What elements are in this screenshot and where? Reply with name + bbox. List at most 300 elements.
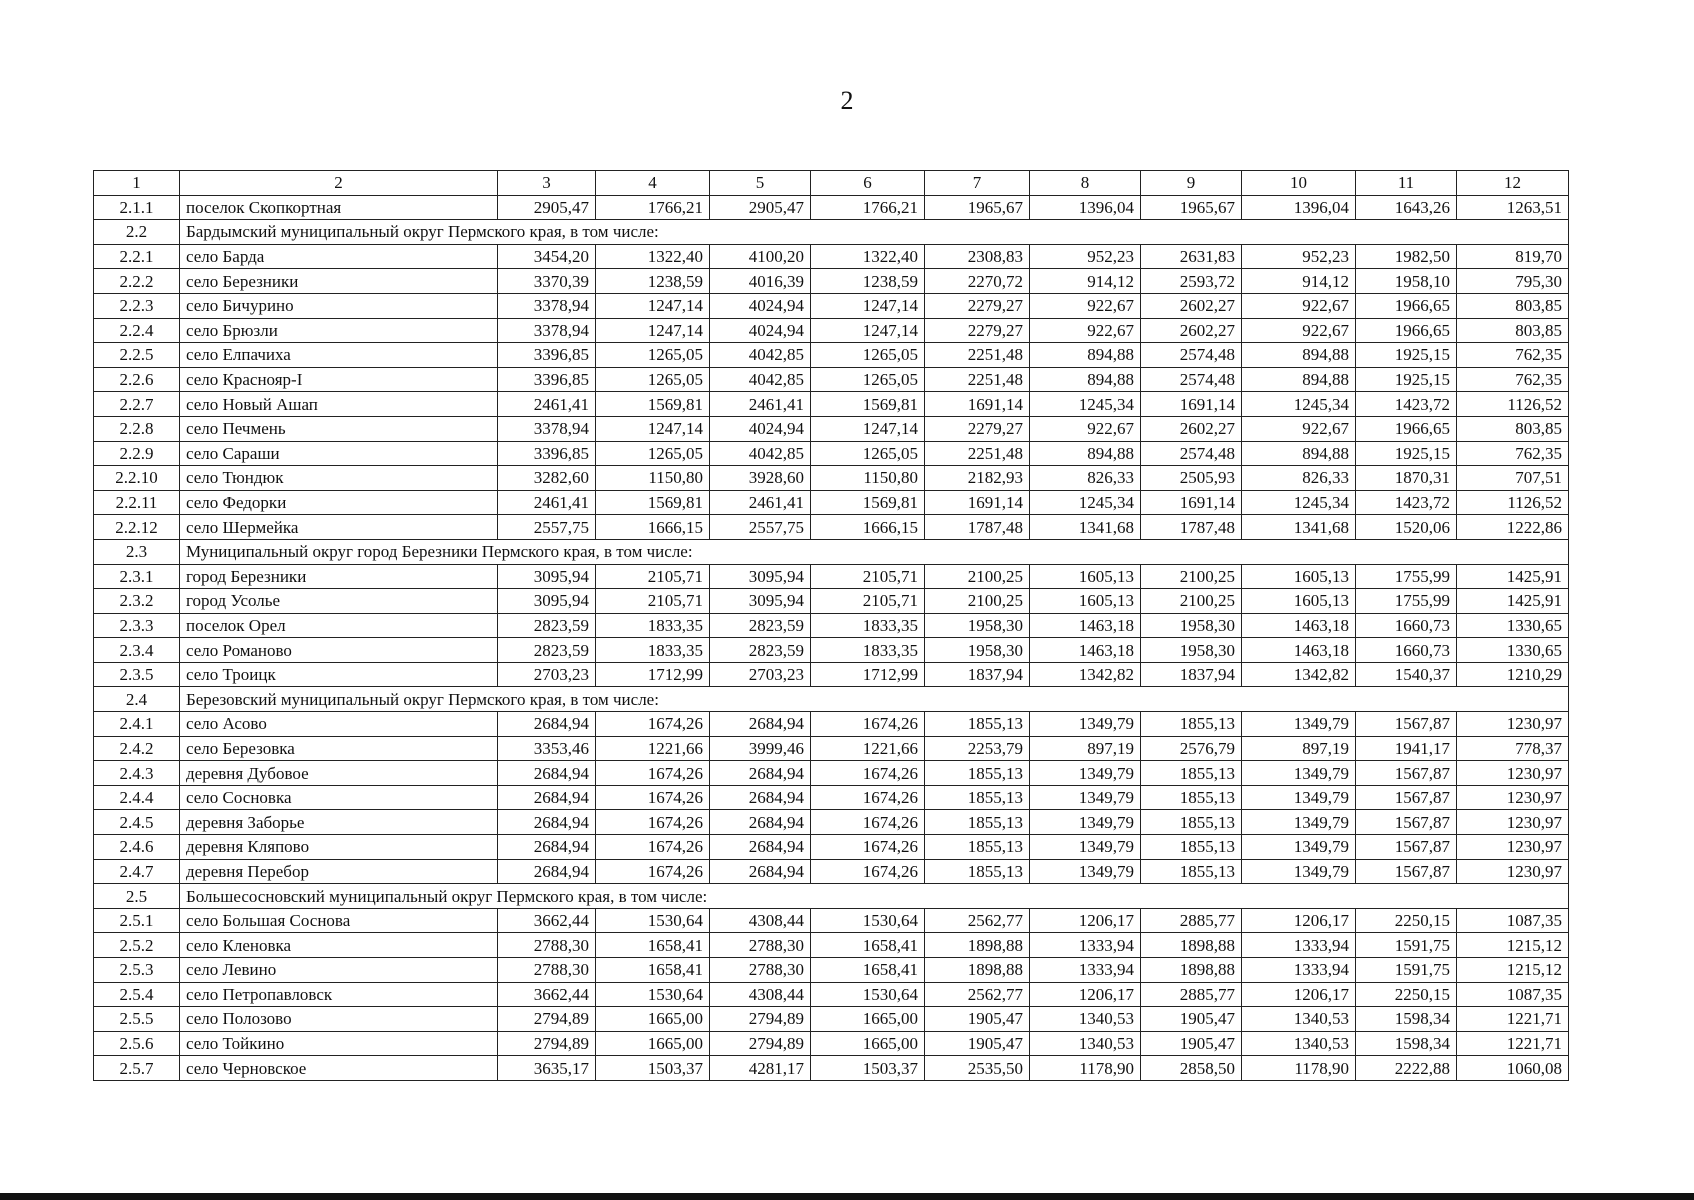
table-row <box>94 736 1569 761</box>
value-cell: 1605,13 <box>1030 564 1141 589</box>
value-cell: 1333,94 <box>1242 933 1356 958</box>
row-number: 2.5 <box>94 884 180 909</box>
value-cell: 1674,26 <box>596 835 710 860</box>
value-cell: 1855,13 <box>925 859 1030 884</box>
value-cell: 2250,15 <box>1356 982 1457 1007</box>
table-row <box>94 859 1569 884</box>
value-cell: 3378,94 <box>498 416 596 441</box>
table-row <box>94 195 1569 220</box>
value-cell: 1766,21 <box>811 195 925 220</box>
value-cell: 2684,94 <box>710 810 811 835</box>
value-cell: 4042,85 <box>710 343 811 368</box>
value-cell: 2703,23 <box>498 662 596 687</box>
value-cell: 1206,17 <box>1030 908 1141 933</box>
value-cell: 2100,25 <box>925 589 1030 614</box>
settlement-name: село Елпачиха <box>180 343 498 368</box>
section-row <box>94 220 1569 245</box>
table-row <box>94 933 1569 958</box>
value-cell: 894,88 <box>1242 441 1356 466</box>
value-cell: 1247,14 <box>596 293 710 318</box>
value-cell: 1322,40 <box>596 244 710 269</box>
settlement-name: село Краснояр-I <box>180 367 498 392</box>
value-cell: 897,19 <box>1030 736 1141 761</box>
value-cell: 2885,77 <box>1141 908 1242 933</box>
value-cell: 4024,94 <box>710 416 811 441</box>
value-cell: 1126,52 <box>1457 490 1569 515</box>
value-cell: 1206,17 <box>1242 908 1356 933</box>
settlement-name: село Березовка <box>180 736 498 761</box>
value-cell: 1674,26 <box>811 712 925 737</box>
value-cell: 1349,79 <box>1242 712 1356 737</box>
value-cell: 2574,48 <box>1141 441 1242 466</box>
value-cell: 1247,14 <box>596 416 710 441</box>
row-number: 2.2.12 <box>94 515 180 540</box>
table-row <box>94 343 1569 368</box>
value-cell: 1660,73 <box>1356 613 1457 638</box>
value-cell: 1206,17 <box>1030 982 1141 1007</box>
value-cell: 4016,39 <box>710 269 811 294</box>
value-cell: 922,67 <box>1030 318 1141 343</box>
row-number: 2.5.3 <box>94 958 180 983</box>
settlement-name: село Большая Соснова <box>180 908 498 933</box>
value-cell: 1941,17 <box>1356 736 1457 761</box>
value-cell: 1712,99 <box>811 662 925 687</box>
value-cell: 2823,59 <box>498 613 596 638</box>
value-cell: 922,67 <box>1030 416 1141 441</box>
value-cell: 2574,48 <box>1141 343 1242 368</box>
value-cell: 1855,13 <box>1141 859 1242 884</box>
value-cell: 1247,14 <box>811 416 925 441</box>
settlement-name: деревня Перебор <box>180 859 498 884</box>
value-cell: 1855,13 <box>1141 761 1242 786</box>
value-cell: 1658,41 <box>811 933 925 958</box>
value-cell: 2602,27 <box>1141 318 1242 343</box>
row-number: 2.2.3 <box>94 293 180 318</box>
value-cell: 1658,41 <box>596 958 710 983</box>
value-cell: 1855,13 <box>1141 785 1242 810</box>
value-cell: 1265,05 <box>811 441 925 466</box>
value-cell: 3378,94 <box>498 318 596 343</box>
settlement-name: село Печмень <box>180 416 498 441</box>
value-cell: 2461,41 <box>498 392 596 417</box>
value-cell: 2684,94 <box>498 761 596 786</box>
value-cell: 3396,85 <box>498 441 596 466</box>
value-cell: 1569,81 <box>811 392 925 417</box>
value-cell: 1833,35 <box>811 638 925 663</box>
value-cell: 1221,71 <box>1457 1007 1569 1032</box>
value-cell: 2222,88 <box>1356 1056 1457 1081</box>
settlement-name: село Федорки <box>180 490 498 515</box>
column-header: 7 <box>925 171 1030 196</box>
settlement-name: село Шермейка <box>180 515 498 540</box>
value-cell: 2562,77 <box>925 982 1030 1007</box>
value-cell: 1837,94 <box>1141 662 1242 687</box>
value-cell: 1341,68 <box>1242 515 1356 540</box>
value-cell: 2251,48 <box>925 367 1030 392</box>
value-cell: 1966,65 <box>1356 318 1457 343</box>
row-number: 2.3.4 <box>94 638 180 663</box>
table-row <box>94 589 1569 614</box>
value-cell: 2535,50 <box>925 1056 1030 1081</box>
value-cell: 1898,88 <box>925 933 1030 958</box>
value-cell: 1905,47 <box>1141 1031 1242 1056</box>
value-cell: 1330,65 <box>1457 613 1569 638</box>
table-header-row <box>94 171 1569 196</box>
value-cell: 1898,88 <box>1141 958 1242 983</box>
row-number: 2.4 <box>94 687 180 712</box>
table-row <box>94 515 1569 540</box>
value-cell: 1833,35 <box>811 613 925 638</box>
value-cell: 1245,34 <box>1030 490 1141 515</box>
value-cell: 1245,34 <box>1242 392 1356 417</box>
value-cell: 2684,94 <box>710 712 811 737</box>
value-cell: 4308,44 <box>710 908 811 933</box>
table-row <box>94 441 1569 466</box>
column-header: 1 <box>94 171 180 196</box>
value-cell: 1342,82 <box>1242 662 1356 687</box>
value-cell: 1330,65 <box>1457 638 1569 663</box>
value-cell: 1755,99 <box>1356 589 1457 614</box>
settlement-name: село Сосновка <box>180 785 498 810</box>
table-row <box>94 416 1569 441</box>
value-cell: 826,33 <box>1242 466 1356 491</box>
value-cell: 2794,89 <box>710 1031 811 1056</box>
value-cell: 2270,72 <box>925 269 1030 294</box>
value-cell: 4042,85 <box>710 367 811 392</box>
table-row <box>94 490 1569 515</box>
section-title: Бардымский муниципальный округ Пермского края, в том числе: <box>180 220 1569 245</box>
value-cell: 1660,73 <box>1356 638 1457 663</box>
settlement-name: село Кленовка <box>180 933 498 958</box>
table-row <box>94 1007 1569 1032</box>
value-cell: 1982,50 <box>1356 244 1457 269</box>
value-cell: 1210,29 <box>1457 662 1569 687</box>
value-cell: 1925,15 <box>1356 367 1457 392</box>
value-cell: 3662,44 <box>498 982 596 1007</box>
value-cell: 1691,14 <box>1141 490 1242 515</box>
value-cell: 1666,15 <box>596 515 710 540</box>
value-cell: 1658,41 <box>811 958 925 983</box>
row-number: 2.2.2 <box>94 269 180 294</box>
value-cell: 3662,44 <box>498 908 596 933</box>
value-cell: 1265,05 <box>811 343 925 368</box>
value-cell: 1674,26 <box>811 761 925 786</box>
value-cell: 2631,83 <box>1141 244 1242 269</box>
value-cell: 1322,40 <box>811 244 925 269</box>
column-header: 8 <box>1030 171 1141 196</box>
row-number: 2.4.2 <box>94 736 180 761</box>
table-row <box>94 1031 1569 1056</box>
value-cell: 894,88 <box>1030 441 1141 466</box>
value-cell: 1340,53 <box>1030 1007 1141 1032</box>
value-cell: 922,67 <box>1242 293 1356 318</box>
settlement-name: село Березники <box>180 269 498 294</box>
value-cell: 1349,79 <box>1242 761 1356 786</box>
value-cell: 1463,18 <box>1030 613 1141 638</box>
value-cell: 1247,14 <box>811 318 925 343</box>
settlement-name: деревня Заборье <box>180 810 498 835</box>
value-cell: 1349,79 <box>1030 810 1141 835</box>
value-cell: 914,12 <box>1242 269 1356 294</box>
scan-border <box>0 1193 1694 1200</box>
value-cell: 762,35 <box>1457 343 1569 368</box>
value-cell: 2461,41 <box>710 490 811 515</box>
value-cell: 2105,71 <box>811 589 925 614</box>
table-row <box>94 712 1569 737</box>
value-cell: 2250,15 <box>1356 908 1457 933</box>
value-cell: 1569,81 <box>596 490 710 515</box>
value-cell: 1221,71 <box>1457 1031 1569 1056</box>
value-cell: 1605,13 <box>1242 564 1356 589</box>
value-cell: 1674,26 <box>811 785 925 810</box>
value-cell: 1503,37 <box>596 1056 710 1081</box>
value-cell: 1150,80 <box>811 466 925 491</box>
row-number: 2.4.6 <box>94 835 180 860</box>
table-row <box>94 958 1569 983</box>
value-cell: 2684,94 <box>710 761 811 786</box>
value-cell: 1265,05 <box>811 367 925 392</box>
settlement-name: село Петропавловск <box>180 982 498 1007</box>
value-cell: 1855,13 <box>1141 712 1242 737</box>
value-cell: 1766,21 <box>596 195 710 220</box>
value-cell: 1569,81 <box>596 392 710 417</box>
value-cell: 2461,41 <box>498 490 596 515</box>
row-number: 2.5.7 <box>94 1056 180 1081</box>
value-cell: 2684,94 <box>498 835 596 860</box>
column-header: 10 <box>1242 171 1356 196</box>
value-cell: 894,88 <box>1030 367 1141 392</box>
value-cell: 1238,59 <box>596 269 710 294</box>
row-number: 2.5.1 <box>94 908 180 933</box>
value-cell: 1958,30 <box>925 613 1030 638</box>
row-number: 2.2.7 <box>94 392 180 417</box>
value-cell: 1530,64 <box>596 908 710 933</box>
value-cell: 1178,90 <box>1242 1056 1356 1081</box>
row-number: 2.3 <box>94 539 180 564</box>
value-cell: 1569,81 <box>811 490 925 515</box>
settlement-name: село Тюндюк <box>180 466 498 491</box>
column-header: 9 <box>1141 171 1242 196</box>
column-header: 4 <box>596 171 710 196</box>
value-cell: 1340,53 <box>1242 1007 1356 1032</box>
row-number: 2.4.4 <box>94 785 180 810</box>
value-cell: 3396,85 <box>498 343 596 368</box>
value-cell: 1958,30 <box>925 638 1030 663</box>
value-cell: 1598,34 <box>1356 1031 1457 1056</box>
value-cell: 1658,41 <box>596 933 710 958</box>
value-cell: 1837,94 <box>925 662 1030 687</box>
value-cell: 3999,46 <box>710 736 811 761</box>
value-cell: 1396,04 <box>1242 195 1356 220</box>
column-header: 6 <box>811 171 925 196</box>
value-cell: 1643,26 <box>1356 195 1457 220</box>
value-cell: 1333,94 <box>1030 933 1141 958</box>
value-cell: 2279,27 <box>925 416 1030 441</box>
table-row <box>94 564 1569 589</box>
settlement-name: село Черновское <box>180 1056 498 1081</box>
value-cell: 1966,65 <box>1356 416 1457 441</box>
section-title: Большесосновский муниципальный округ Пермского края, в том числе: <box>180 884 1569 909</box>
row-number: 2.4.7 <box>94 859 180 884</box>
row-number: 2.1.1 <box>94 195 180 220</box>
value-cell: 922,67 <box>1030 293 1141 318</box>
value-cell: 2105,71 <box>811 564 925 589</box>
value-cell: 3928,60 <box>710 466 811 491</box>
value-cell: 795,30 <box>1457 269 1569 294</box>
value-cell: 1966,65 <box>1356 293 1457 318</box>
value-cell: 1349,79 <box>1030 785 1141 810</box>
value-cell: 1674,26 <box>596 859 710 884</box>
value-cell: 3370,39 <box>498 269 596 294</box>
row-number: 2.2.4 <box>94 318 180 343</box>
value-cell: 3635,17 <box>498 1056 596 1081</box>
value-cell: 1755,99 <box>1356 564 1457 589</box>
value-cell: 2279,27 <box>925 293 1030 318</box>
value-cell: 762,35 <box>1457 441 1569 466</box>
value-cell: 2684,94 <box>710 859 811 884</box>
value-cell: 2788,30 <box>710 958 811 983</box>
value-cell: 1925,15 <box>1356 343 1457 368</box>
column-header: 3 <box>498 171 596 196</box>
table-row <box>94 1056 1569 1081</box>
value-cell: 1349,79 <box>1242 785 1356 810</box>
value-cell: 2253,79 <box>925 736 1030 761</box>
value-cell: 1342,82 <box>1030 662 1141 687</box>
value-cell: 2557,75 <box>498 515 596 540</box>
value-cell: 1855,13 <box>925 835 1030 860</box>
table-row <box>94 638 1569 663</box>
value-cell: 4281,17 <box>710 1056 811 1081</box>
value-cell: 2562,77 <box>925 908 1030 933</box>
value-cell: 1520,06 <box>1356 515 1457 540</box>
value-cell: 2279,27 <box>925 318 1030 343</box>
value-cell: 1591,75 <box>1356 933 1457 958</box>
table-row <box>94 466 1569 491</box>
value-cell: 1349,79 <box>1242 859 1356 884</box>
section-title: Муниципальный округ город Березники Пермского края, в том числе: <box>180 539 1569 564</box>
value-cell: 2105,71 <box>596 564 710 589</box>
value-cell: 1855,13 <box>1141 810 1242 835</box>
value-cell: 1567,87 <box>1356 712 1457 737</box>
value-cell: 2100,25 <box>1141 589 1242 614</box>
row-number: 2.3.3 <box>94 613 180 638</box>
value-cell: 1712,99 <box>596 662 710 687</box>
value-cell: 2308,83 <box>925 244 1030 269</box>
value-cell: 1265,05 <box>596 441 710 466</box>
value-cell: 1333,94 <box>1030 958 1141 983</box>
value-cell: 1060,08 <box>1457 1056 1569 1081</box>
value-cell: 1905,47 <box>1141 1007 1242 1032</box>
value-cell: 897,19 <box>1242 736 1356 761</box>
value-cell: 1238,59 <box>811 269 925 294</box>
value-cell: 2823,59 <box>710 613 811 638</box>
value-cell: 1178,90 <box>1030 1056 1141 1081</box>
value-cell: 1567,87 <box>1356 785 1457 810</box>
value-cell: 1958,30 <box>1141 638 1242 663</box>
value-cell: 1230,97 <box>1457 712 1569 737</box>
value-cell: 1591,75 <box>1356 958 1457 983</box>
settlement-name: поселок Скопкортная <box>180 195 498 220</box>
table-row <box>94 613 1569 638</box>
value-cell: 1247,14 <box>811 293 925 318</box>
value-cell: 1245,34 <box>1030 392 1141 417</box>
value-cell: 1265,05 <box>596 367 710 392</box>
value-cell: 2576,79 <box>1141 736 1242 761</box>
value-cell: 1674,26 <box>811 810 925 835</box>
value-cell: 803,85 <box>1457 318 1569 343</box>
value-cell: 3454,20 <box>498 244 596 269</box>
column-header: 12 <box>1457 171 1569 196</box>
value-cell: 1691,14 <box>1141 392 1242 417</box>
value-cell: 803,85 <box>1457 416 1569 441</box>
value-cell: 1958,30 <box>1141 613 1242 638</box>
value-cell: 1230,97 <box>1457 785 1569 810</box>
settlement-name: село Асово <box>180 712 498 737</box>
table-row <box>94 908 1569 933</box>
value-cell: 3095,94 <box>710 589 811 614</box>
value-cell: 2885,77 <box>1141 982 1242 1007</box>
value-cell: 826,33 <box>1030 466 1141 491</box>
value-cell: 1540,37 <box>1356 662 1457 687</box>
value-cell: 1905,47 <box>925 1007 1030 1032</box>
value-cell: 2788,30 <box>498 958 596 983</box>
settlement-name: село Троицк <box>180 662 498 687</box>
value-cell: 1665,00 <box>596 1007 710 1032</box>
value-cell: 1425,91 <box>1457 589 1569 614</box>
settlement-name: деревня Дубовое <box>180 761 498 786</box>
section-row <box>94 539 1569 564</box>
value-cell: 1263,51 <box>1457 195 1569 220</box>
value-cell: 1833,35 <box>596 613 710 638</box>
value-cell: 894,88 <box>1242 367 1356 392</box>
value-cell: 1855,13 <box>1141 835 1242 860</box>
value-cell: 1965,67 <box>1141 195 1242 220</box>
value-cell: 1674,26 <box>596 785 710 810</box>
value-cell: 1423,72 <box>1356 490 1457 515</box>
settlement-name: село Левино <box>180 958 498 983</box>
value-cell: 1855,13 <box>925 785 1030 810</box>
value-cell: 2461,41 <box>710 392 811 417</box>
value-cell: 1898,88 <box>925 958 1030 983</box>
value-cell: 3378,94 <box>498 293 596 318</box>
value-cell: 4042,85 <box>710 441 811 466</box>
value-cell: 1503,37 <box>811 1056 925 1081</box>
section-title: Березовский муниципальный округ Пермского края, в том числе: <box>180 687 1569 712</box>
settlement-name: город Березники <box>180 564 498 589</box>
value-cell: 4024,94 <box>710 318 811 343</box>
value-cell: 1567,87 <box>1356 859 1457 884</box>
value-cell: 2823,59 <box>710 638 811 663</box>
table-row <box>94 392 1569 417</box>
table-row <box>94 367 1569 392</box>
value-cell: 1674,26 <box>596 712 710 737</box>
value-cell: 1215,12 <box>1457 958 1569 983</box>
value-cell: 3095,94 <box>498 589 596 614</box>
table-row <box>94 293 1569 318</box>
value-cell: 2251,48 <box>925 343 1030 368</box>
value-cell: 2602,27 <box>1141 416 1242 441</box>
value-cell: 2823,59 <box>498 638 596 663</box>
value-cell: 1605,13 <box>1030 589 1141 614</box>
table-body <box>94 195 1569 1080</box>
value-cell: 2251,48 <box>925 441 1030 466</box>
tariff-table <box>93 170 1569 1081</box>
table-row <box>94 785 1569 810</box>
value-cell: 3282,60 <box>498 466 596 491</box>
value-cell: 1674,26 <box>596 810 710 835</box>
value-cell: 1230,97 <box>1457 761 1569 786</box>
value-cell: 2105,71 <box>596 589 710 614</box>
